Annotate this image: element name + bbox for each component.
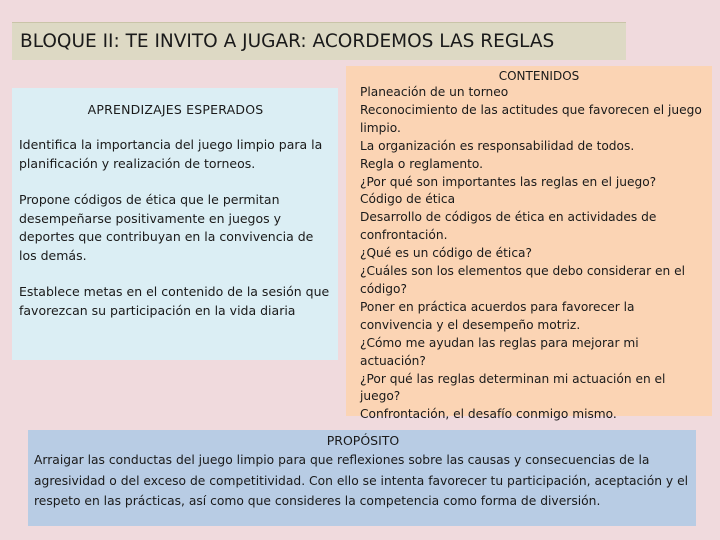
contenido-item: ¿Cómo me ayudan las reglas para mejorar mi actuación? <box>360 335 639 368</box>
aprendizajes-heading: APRENDIZAJES ESPERADOS <box>87 102 264 117</box>
contenidos-heading: CONTENIDOS <box>498 69 580 83</box>
proposito-panel <box>28 430 696 526</box>
page-title: BLOQUE II: TE INVITO A JUGAR: ACORDEMOS LAS REGLAS <box>20 31 555 52</box>
title-banner <box>12 22 626 60</box>
aprendizajes-panel <box>12 88 338 360</box>
contenido-item: Desarrollo de códigos de ética en actividades de confrontación. <box>360 210 657 243</box>
contenido-item: ¿Qué es un código de ética? <box>360 246 532 261</box>
contenido-item: La organización es responsabilidad de todos. <box>360 138 635 153</box>
contenidos-list <box>360 84 708 424</box>
aprendizaje-item: Establece metas en el contenido de la sesión que favorezcan su participación en la vida diaria <box>19 284 330 318</box>
contenido-item: Código de ética <box>360 192 456 207</box>
contenido-item: Planeación de un torneo <box>360 85 509 99</box>
contenido-item: Confrontación, el desafío conmigo mismo. <box>360 407 617 422</box>
contenido-item: ¿Por qué son importantes las reglas en el juego? <box>360 174 657 189</box>
aprendizaje-item: Identifica la importancia del juego limpio para la planificación y realización de torneos. <box>19 137 323 171</box>
contenido-item: Poner en práctica acuerdos para favorecer la convivencia y el desempeño motriz. <box>360 299 635 332</box>
contenido-item: Regla o reglamento. <box>360 156 484 171</box>
contenido-item: ¿Cuáles son los elementos que debo considerar en el código? <box>360 264 686 296</box>
contenido-item: ¿Por qué las reglas determinan mi actuación en el juego? <box>360 371 666 404</box>
contenidos-panel <box>346 66 712 422</box>
proposito-text: Arraigar las conductas del juego limpio para que reflexiones sobre las causas y consecuencias de la agresividad o del exceso de competitividad. Con ello se intenta favorecer tu participación, aceptación y el respeto en las prácticas, así como que consideres la competencia como forma de diversión. <box>34 453 689 508</box>
aprendizaje-item: Propone códigos de ética que le permitan desempeñarse positivamente en juegos y deportes que contribuyan en la convivencia de los demás. <box>19 192 314 263</box>
proposito-heading: PROPÓSITO <box>326 433 400 448</box>
contenido-item: Reconocimiento de las actitudes que favorecen el juego limpio. <box>360 102 702 135</box>
